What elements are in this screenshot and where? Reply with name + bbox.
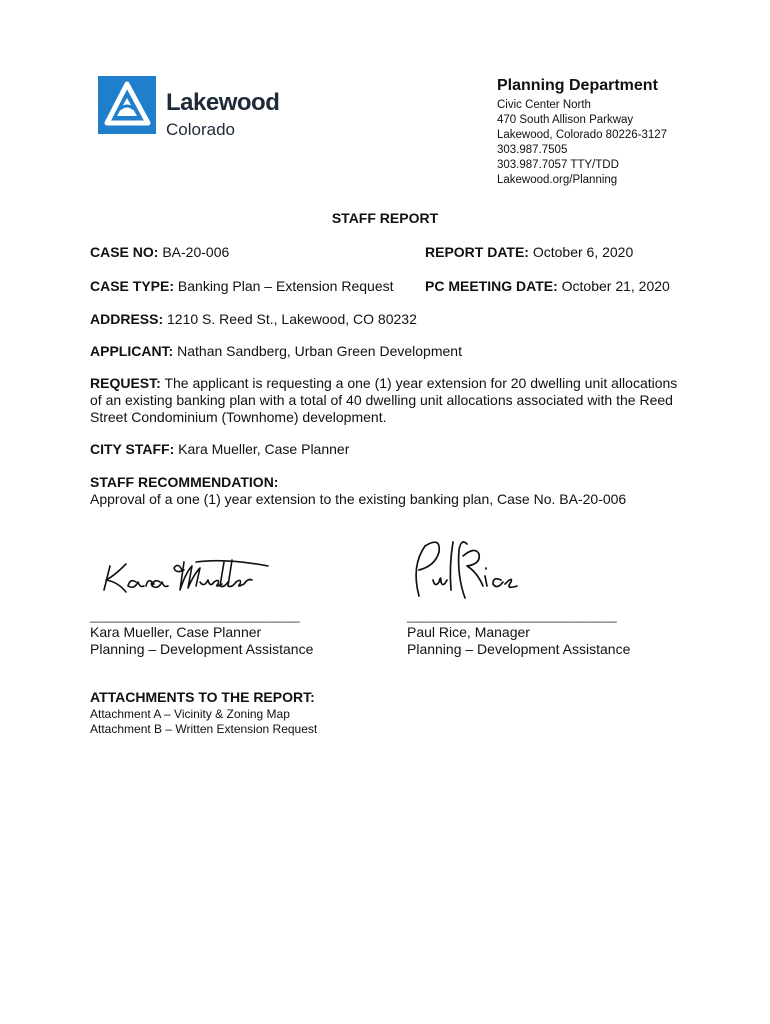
address-label: ADDRESS: <box>90 311 164 327</box>
recommendation-label: STAFF RECOMMENDATION: <box>90 474 279 490</box>
attachment-item: Attachment B – Written Extension Request <box>90 722 318 736</box>
pc-meeting-date-field <box>425 278 670 294</box>
applicant-label: APPLICANT: <box>90 343 174 359</box>
logo-name: Lakewood <box>166 89 280 116</box>
signer-name: Paul Rice, Manager <box>407 624 530 640</box>
case-no-label: CASE NO: <box>90 244 159 260</box>
signature-line: _____________________________ <box>90 608 300 623</box>
case-type-label: CASE TYPE: <box>90 278 175 294</box>
staff-recommendation <box>90 474 690 508</box>
signer-division: Planning – Development Assistance <box>407 641 631 657</box>
pc-meeting-date-value: October 21, 2020 <box>561 278 670 294</box>
logo-subtitle: Colorado <box>166 120 235 139</box>
pc-meeting-date-label: PC MEETING DATE: <box>425 278 558 294</box>
department-contact-block <box>497 77 747 188</box>
applicant-field <box>90 343 462 359</box>
report-title: STAFF REPORT <box>331 210 439 226</box>
case-type-value: Banking Plan – Extension Request <box>177 278 394 294</box>
paul-rice-signature-image <box>405 536 535 613</box>
request-value: The applicant is requesting a one (1) year extension for 20 dwelling unit allocations of an existing banking plan with a total of 40 dwelling unit allocations associated with the Reed Street Condominium (Townhome) development. <box>90 375 678 425</box>
applicant-value: Nathan Sandberg, Urban Green Development <box>177 343 462 359</box>
department-title: Planning Department <box>497 77 658 94</box>
report-date-label: REPORT DATE: <box>425 244 529 260</box>
department-line: 470 South Allison Parkway <box>497 114 634 126</box>
city-staff-field <box>90 441 349 457</box>
kara-mueller-signature-image <box>96 552 276 607</box>
signature-line: _____________________________ <box>407 608 617 623</box>
report-date-field <box>425 244 633 260</box>
address-value: 1210 S. Reed St., Lakewood, CO 80232 <box>167 311 417 327</box>
signer-division: Planning – Development Assistance <box>90 641 314 657</box>
report-date-value: October 6, 2020 <box>532 244 634 260</box>
city-staff-value: Kara Mueller, Case Planner <box>178 441 350 457</box>
address-field <box>90 311 417 327</box>
city-staff-label: CITY STAFF: <box>90 441 175 457</box>
department-line: Lakewood, Colorado 80226-3127 <box>497 129 668 141</box>
lakewood-logo <box>98 76 298 138</box>
request-paragraph <box>90 375 690 426</box>
case-no-field <box>90 244 229 260</box>
signer-name: Kara Mueller, Case Planner <box>90 624 262 640</box>
department-line: Civic Center North <box>497 99 591 111</box>
department-line: 303.987.7057 TTY/TDD <box>497 159 619 171</box>
attachments-heading: ATTACHMENTS TO THE REPORT: <box>90 689 315 705</box>
case-type-field <box>90 278 394 294</box>
department-website: Lakewood.org/Planning <box>497 174 618 186</box>
lakewood-logo-mark-icon <box>98 76 156 134</box>
recommendation-value: Approval of a one (1) year extension to the existing banking plan, Case No. BA-20-006 <box>90 491 627 507</box>
request-label: REQUEST: <box>90 375 161 391</box>
case-no-value: BA-20-006 <box>162 244 230 260</box>
attachment-item: Attachment A – Vicinity & Zoning Map <box>90 707 290 721</box>
department-line: 303.987.7505 <box>497 144 568 156</box>
